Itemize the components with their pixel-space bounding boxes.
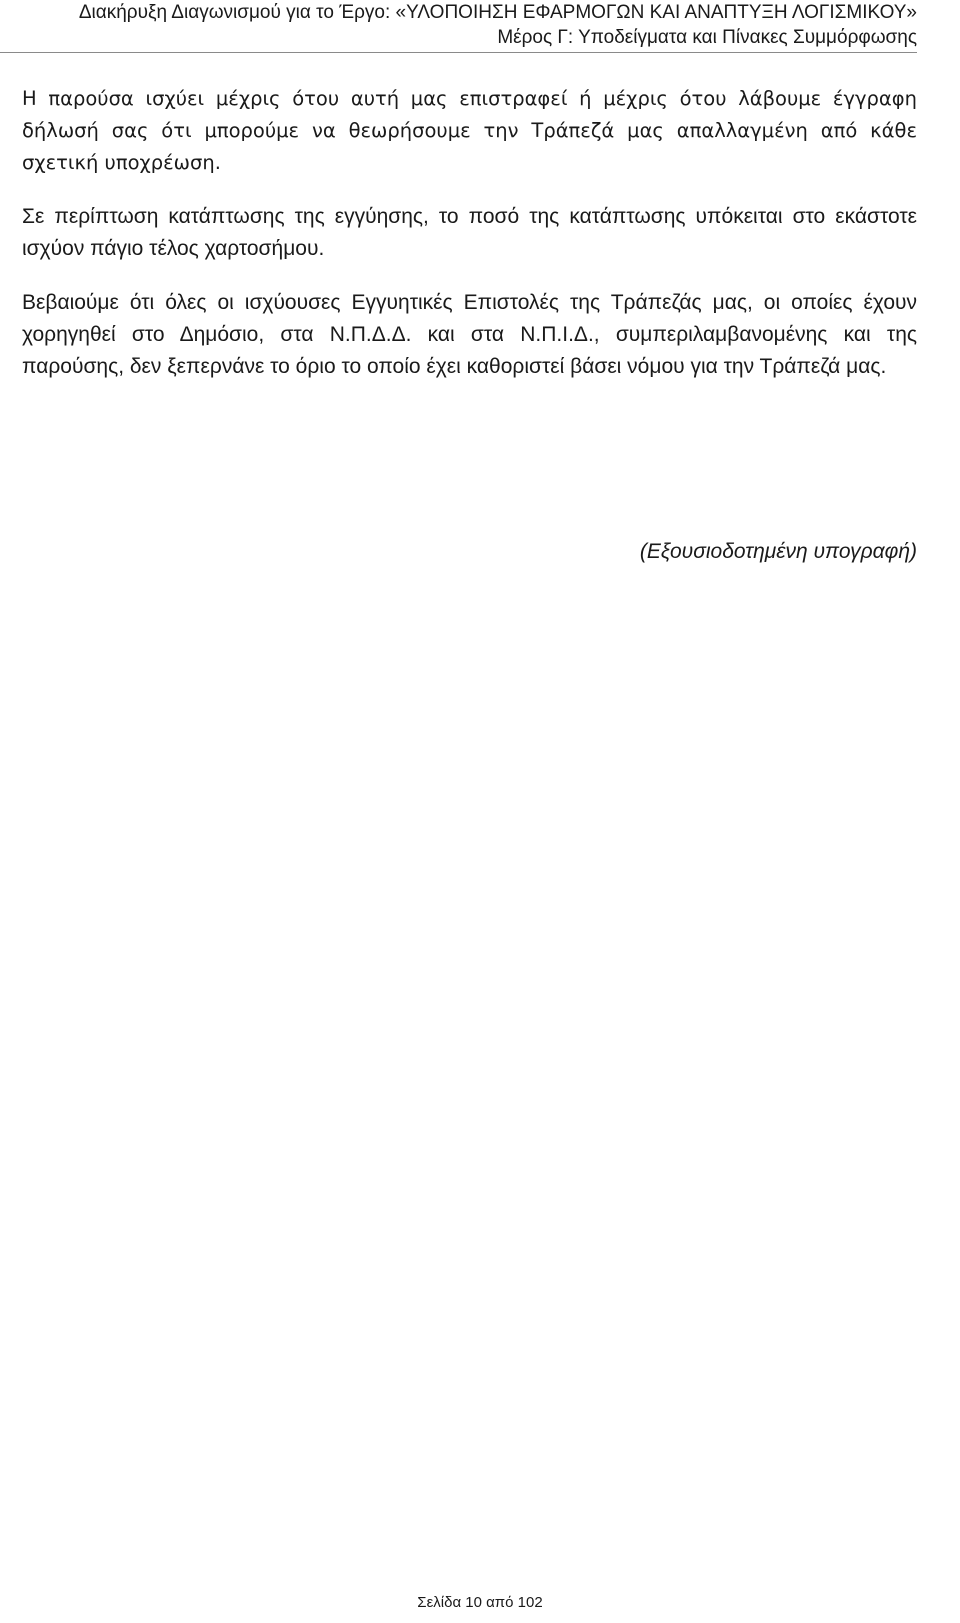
header-section-title: Μέρος Γ: Υποδείγματα και Πίνακες Συμμόρφωσης: [497, 27, 917, 48]
document-body: [22, 83, 917, 383]
signature-line: (Εξουσιοδοτημένη υπογραφή): [639, 540, 917, 563]
header-document-title: Διακήρυξη Διαγωνισμού για το Έργο: «ΥΛΟΠΟΙΗΣΗ ΕΦΑΡΜΟΓΩΝ ΚΑΙ ΑΝΑΠΤΥΞΗ ΛΟΓΙΣΜΙΚΟΥ»: [78, 2, 917, 23]
page-header: [0, 0, 917, 53]
paragraph-validity: Η παρούσα ισχύει μέχρις ότου αυτή μας επιστραφεί ή μέχρις ότου λάβουμε έγγραφη δήλωσή σας ότι μπορούμε να θεωρήσουμε την Τράπεζά μας απαλλαγμένη από κάθε σχετική υποχρέωση.: [22, 87, 917, 174]
paragraph-bank-limit: Βεβαιούμε ότι όλες οι ισχύουσες Εγγυητικές Επιστολές της Τράπεζάς μας, οι οποίες έχουν χορηγηθεί στο Δημόσιο, στα Ν.Π.Δ.Δ. και στα Ν.Π.Ι.Δ., συμπεριλαμβανομένης και της παρούσης, δεν ξεπερνάνε το όριο το οποίο έχει καθοριστεί βάσει νόμου για την Τράπεζά μας.: [22, 291, 917, 378]
page-number: Σελίδα 10 από 102: [417, 1594, 543, 1611]
paragraph-forfeiture: Σε περίπτωση κατάπτωσης της εγγύησης, το ποσό της κατάπτωσης υπόκειται στο εκάστοτε ισχύον πάγιο τέλος χαρτοσήμου.: [22, 205, 917, 260]
